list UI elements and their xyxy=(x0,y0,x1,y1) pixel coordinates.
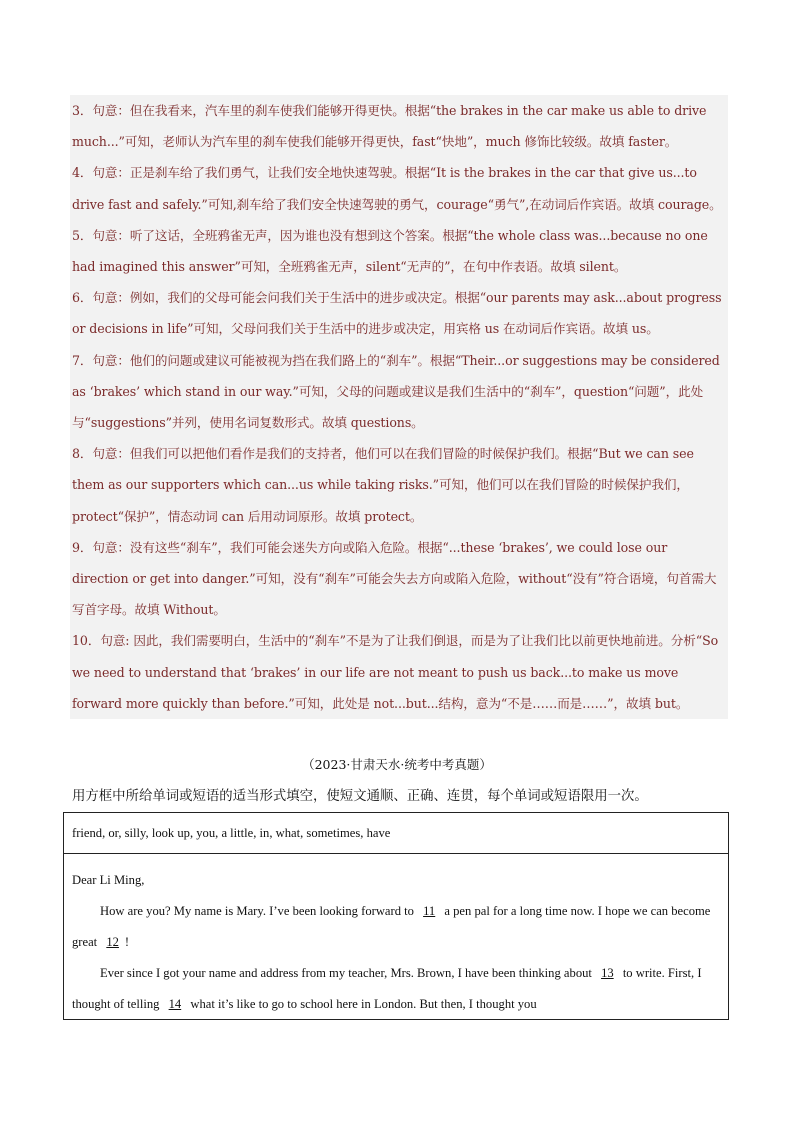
blank-12: 12 xyxy=(106,935,119,949)
letter-text: How are you? My name is Mary. I’ve been looking forward to xyxy=(100,904,414,918)
letter-greeting: Dear Li Ming, xyxy=(72,873,145,887)
letter-text: to write. First, I thought of telling xyxy=(72,966,702,1011)
question-box xyxy=(63,812,729,1020)
blank-11: 11 xyxy=(423,904,436,918)
letter-passage xyxy=(64,854,728,1020)
answer-5: 5．句意：听了这话，全班鸦雀无声，因为谁也没有想到这个答案。根据“the whole class was...because no one had imagined this answer”可知，全班鸦雀无声，silent“无声的”，在句中作表语。故填 silent。 xyxy=(72,227,708,275)
letter-text: Ever since I got your name and address from my teacher, Mrs. Brown, I have been thinking about xyxy=(100,966,592,980)
question-instruction: 用方框中所给单词或短语的适当形式填空，使短文通顺、正确、连贯，每个单词或短语限用一次。 xyxy=(72,789,648,804)
answer-6: 6．句意：例如，我们的父母可能会问我们关于生活中的进步或决定。根据“our parents may ask...about progress or decisions in life”可知，父母问我们关于生活中的进步或决定，用宾格 us 在动词后作宾语。故填 us。 xyxy=(72,290,722,337)
answer-4: 4．句意：正是刹车给了我们勇气，让我们安全地快速驾驶。根据“It is the brakes in the car that give us...to drive fast and safely.”可知,刹车给了我们安全快速驾驶的勇气，courage“勇气”,在动词后作宾语。故填 courage。 xyxy=(72,165,722,212)
answer-7: 7．句意：他们的问题或建议可能被视为挡在我们路上的“刹车”。根据“Their...or suggestions may be considered as ‘brakes’ which stand in our way.”可知，父母的问题或建议是我们生活中的“刹车”，question“问题”，此处与“suggestions”并列，使用名词复数形式。故填 questions。 xyxy=(72,352,720,431)
letter-text: what it’s like to go to school here in London. But then, I thought you xyxy=(190,997,537,1011)
letter-paragraph-1 xyxy=(72,896,720,958)
letter-text: a pen pal for a long time now. I hope we can become great xyxy=(72,904,711,949)
blank-14: 14 xyxy=(168,997,182,1011)
answer-9: 9．句意：没有这些“刹车”，我们可能会迷失方向或陷入危险。根据“...these ‘brakes’, we could lose our direction or get into danger.”可知，没有“刹车”可能会失去方向或陷入危险，without“没有”符合语境，句首需大写首字母。故填 Without。 xyxy=(72,539,717,618)
letter-text: ! xyxy=(124,935,130,949)
answer-8: 8．句意：但我们可以把他们看作是我们的支持者，他们可以在我们冒险的时候保护我们。根据“But we can see them as our supporters which can...us while taking risks.”可知，他们可以在我们冒险的时候保护我们，protect“保护”，情态动词 can 后用动词原形。故填 protect。 xyxy=(72,446,694,524)
answer-10: 10．句意: 因此，我们需要明白，生活中的“刹车”不是为了让我们倒退，而是为了让我们比以前更快地前进。分析“So we need to understand that ‘brakes’ in our life are not meant to push us back...to make us move forward more quickly than before.”可知，此处是 not...but...结构，意为“不是……而是……”，故填 but。 xyxy=(72,633,719,711)
letter-paragraph-2 xyxy=(72,958,720,1020)
blank-13: 13 xyxy=(601,966,614,980)
question-source: （2023·甘肃天水·统考中考真题） xyxy=(302,757,492,772)
word-bank: friend, or, silly, look up, you, a little, in, what, sometimes, have xyxy=(64,813,728,854)
answer-3: 3．句意：但在我看来，汽车里的刹车使我们能够开得更快。根据“the brakes in the car make us able to drive much...”可知，老师认为汽车里的刹车使我们能够开得更快，fast“快地”，much 修饰比较级。故填 faster。 xyxy=(72,103,707,150)
answer-explanations xyxy=(70,95,728,719)
